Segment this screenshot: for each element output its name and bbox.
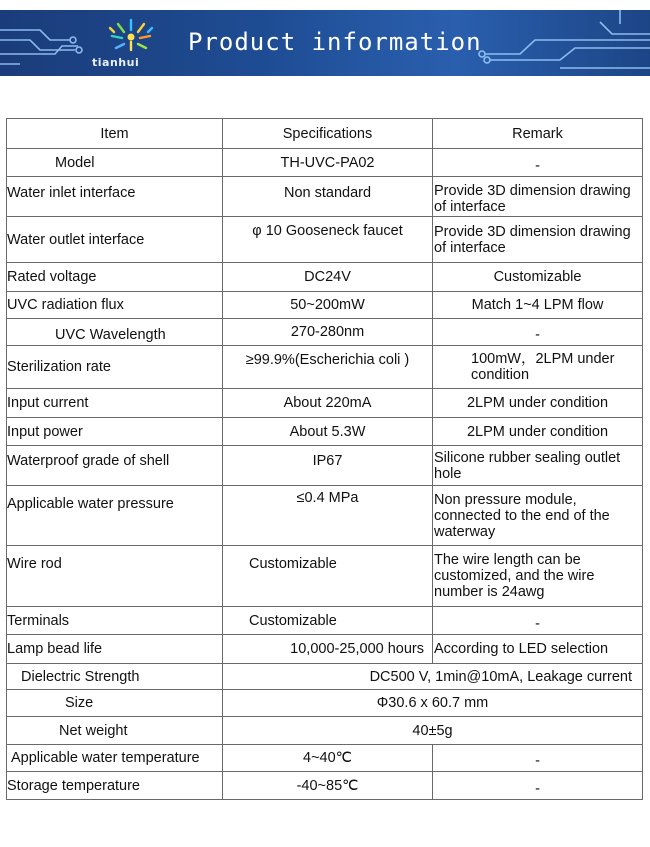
table-row bbox=[7, 292, 643, 319]
cell-spec: 270-280nm bbox=[223, 319, 433, 346]
cell-spec: TH-UVC-PA02 bbox=[223, 149, 433, 177]
table-row bbox=[7, 346, 643, 389]
cell-spec: IP67 bbox=[223, 446, 433, 486]
page-title: Product information bbox=[188, 28, 482, 56]
cell-remark: Provide 3D dimension drawing of interface bbox=[433, 177, 643, 217]
cell-item: Water outlet interface bbox=[7, 217, 223, 263]
cell-remark: 2LPM under condition bbox=[433, 389, 643, 418]
cell-remark: - bbox=[433, 319, 643, 346]
table-row bbox=[7, 717, 643, 745]
cell-remark: - bbox=[433, 149, 643, 177]
table-row bbox=[7, 772, 643, 800]
cell-remark: The wire length can be customized, and the wire number is 24awg bbox=[433, 546, 643, 607]
table-row bbox=[7, 177, 643, 217]
table-row bbox=[7, 664, 643, 690]
cell-spec: -40~85℃ bbox=[223, 772, 433, 800]
cell-item: Wire rod bbox=[7, 546, 223, 607]
brand-logo-text: tianhui bbox=[92, 56, 140, 69]
cell-remark: Provide 3D dimension drawing of interface bbox=[433, 217, 643, 263]
cell-remark: Customizable bbox=[433, 263, 643, 292]
cell-item: UVC radiation flux bbox=[7, 292, 223, 319]
table-row bbox=[7, 418, 643, 446]
cell-item: Rated voltage bbox=[7, 263, 223, 292]
cell-item: Net weight bbox=[7, 717, 223, 745]
cell-spec: About 220mA bbox=[223, 389, 433, 418]
cell-remark: 100mW，2LPM under condition bbox=[433, 346, 643, 389]
cell-item: Waterproof grade of shell bbox=[7, 446, 223, 486]
table-row bbox=[7, 389, 643, 418]
table-row bbox=[7, 635, 643, 664]
table-row bbox=[7, 319, 643, 346]
column-header-item: Item bbox=[7, 119, 223, 149]
table-row bbox=[7, 607, 643, 635]
cell-remark: Silicone rubber sealing outlet hole bbox=[433, 446, 643, 486]
column-header-specifications: Specifications bbox=[223, 119, 433, 149]
cell-item: Water inlet interface bbox=[7, 177, 223, 217]
cell-spec: About 5.3W bbox=[223, 418, 433, 446]
cell-spec: Customizable bbox=[223, 546, 433, 607]
cell-merged: 40±5g bbox=[223, 717, 643, 745]
cell-item: Input current bbox=[7, 389, 223, 418]
cell-item: Applicable water temperature bbox=[7, 745, 223, 772]
cell-spec: ≥99.9%(Escherichia coli ) bbox=[223, 346, 433, 389]
table-row bbox=[7, 486, 643, 546]
cell-spec: ≤0.4 MPa bbox=[223, 486, 433, 546]
table-row bbox=[7, 546, 643, 607]
cell-spec: Non standard bbox=[223, 177, 433, 217]
table-row bbox=[7, 745, 643, 772]
cell-merged: DC500 V, 1min@10mA, Leakage current bbox=[223, 664, 643, 690]
table-row bbox=[7, 446, 643, 486]
column-header-remark: Remark bbox=[433, 119, 643, 149]
cell-item: Dielectric Strength bbox=[7, 664, 223, 690]
cell-remark: Match 1~4 LPM flow bbox=[433, 292, 643, 319]
cell-item: Terminals bbox=[7, 607, 223, 635]
cell-item: Input power bbox=[7, 418, 223, 446]
cell-remark: - bbox=[433, 745, 643, 772]
cell-item: Sterilization rate bbox=[7, 346, 223, 389]
cell-merged: Φ30.6 x 60.7 mm bbox=[223, 690, 643, 717]
cell-remark: - bbox=[433, 772, 643, 800]
cell-spec: 4~40℃ bbox=[223, 745, 433, 772]
spec-table bbox=[6, 118, 643, 800]
cell-spec: Customizable bbox=[223, 607, 433, 635]
table-row bbox=[7, 263, 643, 292]
cell-spec: φ 10 Gooseneck faucet bbox=[223, 217, 433, 263]
cell-item: Lamp bead life bbox=[7, 635, 223, 664]
table-header-row bbox=[7, 119, 643, 149]
cell-item: UVC Wavelength bbox=[7, 319, 223, 346]
cell-item: Applicable water pressure bbox=[7, 486, 223, 546]
cell-spec: DC24V bbox=[223, 263, 433, 292]
cell-spec: 10,000-25,000 hours bbox=[223, 635, 433, 664]
cell-remark: - bbox=[433, 607, 643, 635]
cell-item: Model bbox=[7, 149, 223, 177]
cell-item: Size bbox=[7, 690, 223, 717]
cell-remark: 2LPM under condition bbox=[433, 418, 643, 446]
header-banner bbox=[0, 10, 650, 76]
table-row bbox=[7, 690, 643, 717]
table-row bbox=[7, 217, 643, 263]
cell-item: Storage temperature bbox=[7, 772, 223, 800]
cell-remark: Non pressure module, connected to the end of the waterway bbox=[433, 486, 643, 546]
cell-remark: According to LED selection bbox=[433, 635, 643, 664]
cell-spec: 50~200mW bbox=[223, 292, 433, 319]
table-row bbox=[7, 149, 643, 177]
